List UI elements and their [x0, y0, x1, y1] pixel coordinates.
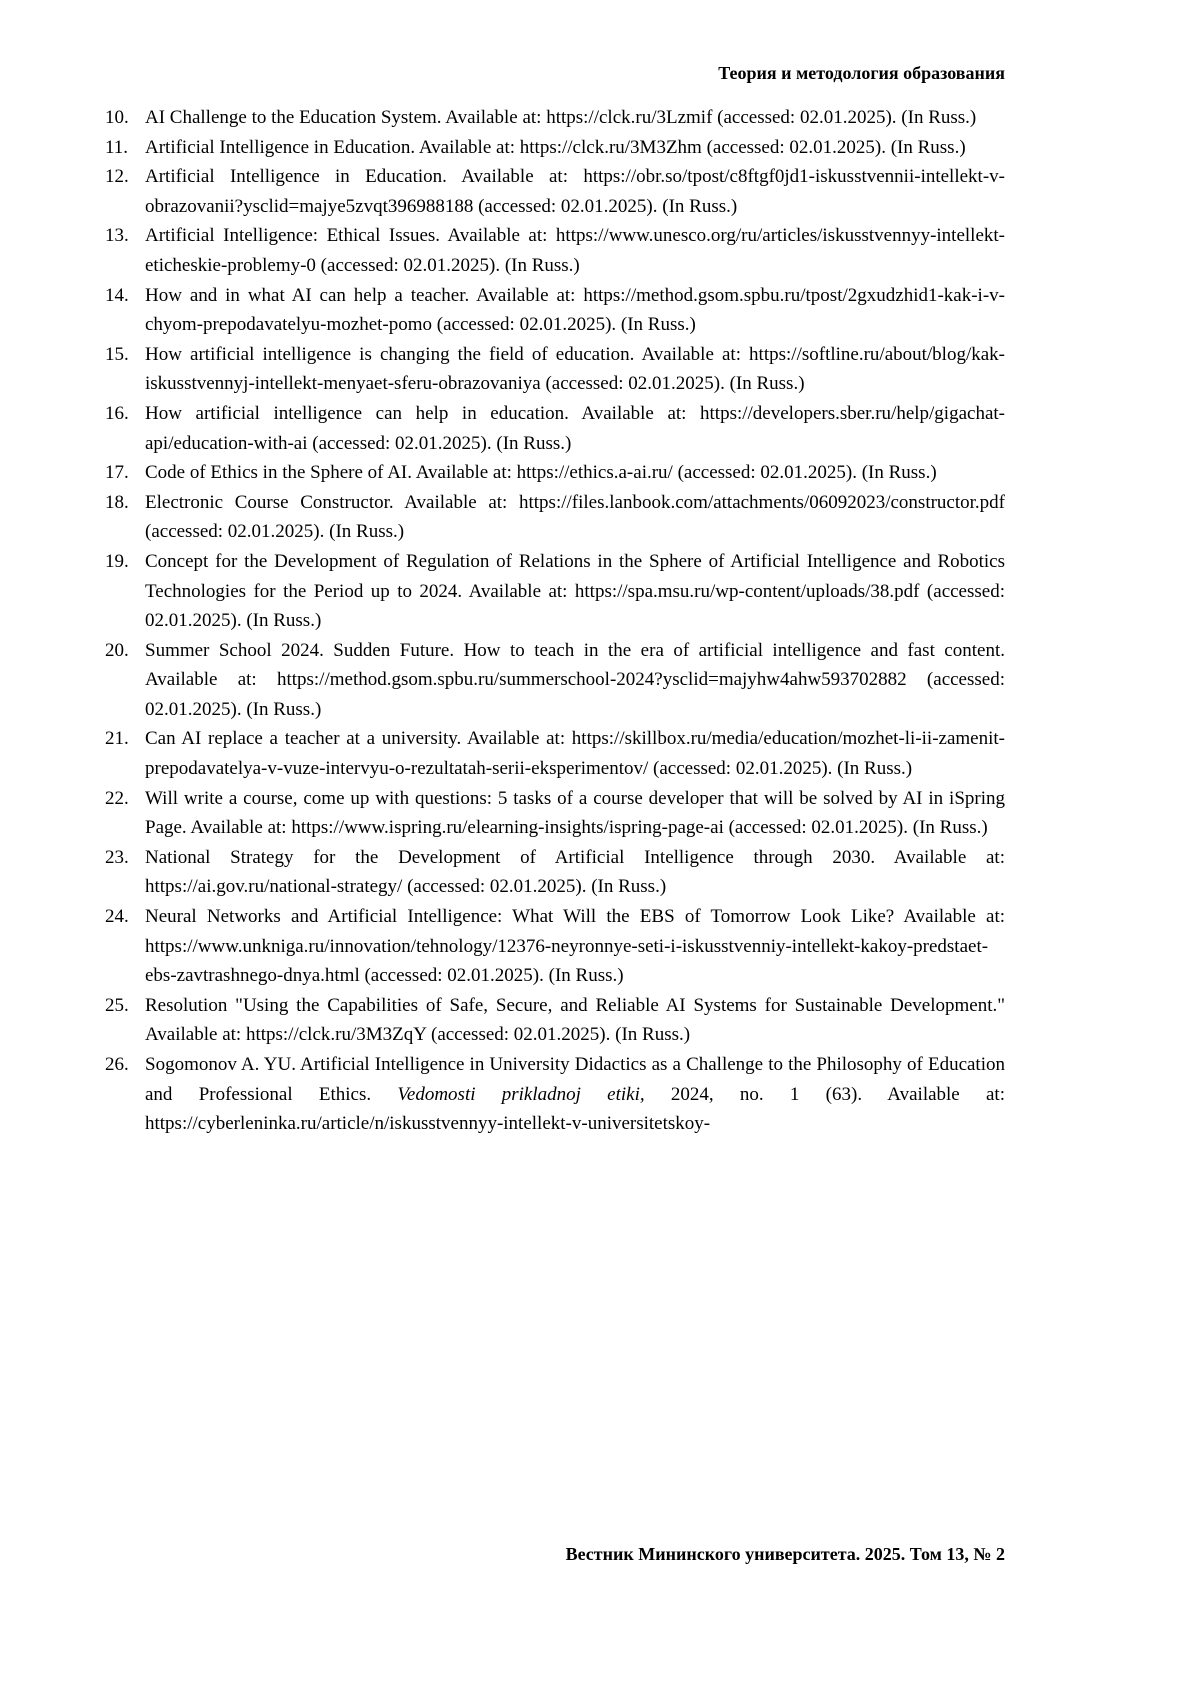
- reference-text-segment: National Strategy for the Development of Artificial Intelligence through 2030. Available at: https://ai.gov.ru/national-strategy/ (accessed: 02.01.2025). (In Russ.): [145, 846, 1005, 898]
- reference-number: 26.: [105, 1054, 129, 1075]
- reference-text: [145, 640, 1005, 720]
- reference-text: [145, 995, 1005, 1046]
- reference-number: 22.: [105, 787, 129, 809]
- reference-item: [105, 340, 1005, 399]
- reference-text-segment: How artificial intelligence can help in education. Available at: https://developers.sber.ru/help/gigachat-api/education-with-ai (accessed: 02.01.2025). (In Russ.): [145, 402, 1005, 454]
- reference-number: 12.: [105, 166, 129, 188]
- reference-text: [145, 462, 937, 483]
- references-list: [105, 103, 1005, 1139]
- reference-text: [145, 492, 1005, 543]
- reference-item: [105, 724, 1005, 783]
- reference-number: 20.: [105, 639, 129, 661]
- reference-text: [145, 728, 1005, 779]
- reference-item: [105, 458, 1005, 488]
- reference-text-segment: Artificial Intelligence in Education. Available at: https://clck.ru/3M3Zhm (accessed: 02.01.2025). (In Russ.): [145, 136, 966, 158]
- reference-text: [145, 344, 1005, 395]
- reference-text-segment: Will write a course, come up with questions: 5 tasks of a course developer that will be solved by AI in iSpring Page. Available at: https://www.ispring.ru/elearning-insights/ispring-page-ai (accessed: 02.01.2025). (In Russ.): [145, 787, 1005, 839]
- reference-item: [105, 399, 1005, 458]
- reference-number: 21.: [105, 728, 129, 750]
- reference-number: 13.: [105, 225, 129, 247]
- reference-item: [105, 843, 1005, 902]
- reference-item: [105, 162, 1005, 221]
- reference-text-segment: How artificial intelligence is changing the field of education. Available at: https://softline.ru/about/blog/kak-iskusstvennyj-intellekt-menyaet-sferu-obrazovaniya (accessed: 02.01.2025). (In Russ.): [145, 343, 1005, 395]
- reference-number: 15.: [105, 343, 129, 365]
- reference-text-segment: Resolution "Using the Capabilities of Safe, Secure, and Reliable AI Systems for Sustainable Development." Available at: https://clck.ru/3M3ZqY (accessed: 02.01.2025). (In Russ.): [145, 994, 1005, 1046]
- reference-text: [145, 847, 1005, 898]
- reference-text: [145, 788, 1005, 839]
- reference-number: 10.: [105, 107, 129, 128]
- reference-text-segment: Concept for the Development of Regulation of Relations in the Sphere of Artificial Intelligence and Robotics Technologies for the Period up to 2024. Available at: https://spa.msu.ru/wp-content/uploads/38.pdf (accessed: 02.01.2025). (In Russ.): [145, 550, 1005, 632]
- reference-number: 17.: [105, 462, 129, 484]
- reference-text-segment: Artificial Intelligence in Education. Available at: https://obr.so/tpost/c8ftgf0jd1-iskusstvennii-intellekt-v-obrazovanii?ysclid=majye5zvqt396988188 (accessed: 02.01.2025). (In Russ.): [145, 166, 1005, 217]
- reference-item: [105, 103, 1005, 133]
- reference-text: [145, 551, 1005, 631]
- reference-text-segment: Artificial Intelligence: Ethical Issues. Available at: https://www.unesco.org/ru/articles/iskusstvennyy-intellekt-eticheskie-problemy-0 (accessed: 02.01.2025). (In Russ.): [145, 225, 1005, 276]
- reference-item: [105, 547, 1005, 636]
- reference-number: 24.: [105, 906, 129, 928]
- reference-item: [105, 991, 1005, 1050]
- reference-text-segment: Electronic Course Constructor. Available at: https://files.lanbook.com/attachments/06092023/constructor.pdf (accessed: 02.01.2025). (In Russ.): [145, 491, 1005, 543]
- running-footer: Вестник Мининского университета. 2025. Том 13, № 2: [565, 1544, 1005, 1564]
- reference-text-segment: Neural Networks and Artificial Intelligence: What Will the EBS of Tomorrow Look Like? Available at: https://www.unkniga.ru/innovation/tehnology/12376-neyronnye-seti-i-iskusstvenniy-intellekt-kakoy-predstaet-ebs-zavtrashnego-dnya.html (accessed: 02.01.2025). (In Russ.): [145, 906, 1005, 987]
- reference-text-segment: 2024, no. 1 (63). Available at: https://cyberleninka.ru/article/n/iskusstvennyy-intellekt-v-universitetskoy-: [145, 1083, 1005, 1135]
- reference-text-segment: Summer School 2024. Sudden Future. How to teach in the era of artificial intelligence and fast content. Available at: https://method.gsom.spbu.ru/summerschool-2024?ysclid=majyhw4ahw593702882 (accessed: 02.01.2025). (In Russ.): [145, 639, 1005, 720]
- reference-item: [105, 784, 1005, 843]
- reference-text-segment: Sogomonov A. YU. Artificial Intelligence in University Didactics as a Challenge to the Philosophy of Education and Professional Ethics.: [145, 1054, 1005, 1105]
- reference-text-segment: AI Challenge to the Education System. Available at: https://clck.ru/3Lzmif (accessed: 02.01.2025). (In Russ.): [145, 107, 977, 128]
- reference-text: [145, 107, 976, 128]
- reference-item: [105, 488, 1005, 547]
- reference-text-segment: Can AI replace a teacher at a university. Available at: https://skillbox.ru/media/education/mozhet-li-ii-zamenit-prepodavatelya-v-vuze-intervyu-o-rezultatah-serii-eksperimentov/ (accessed: 02.01.2025). (In Russ.): [145, 728, 1005, 780]
- running-header: Теория и методология образования: [718, 63, 1005, 83]
- reference-text: [145, 1054, 1005, 1134]
- reference-number: 25.: [105, 994, 129, 1016]
- reference-number: 23.: [105, 846, 129, 868]
- reference-item: [105, 133, 1005, 163]
- reference-text: [145, 403, 1005, 454]
- reference-text-segment: Code of Ethics in the Sphere of AI. Available at: https://ethics.a-ai.ru/ (accessed: 02.01.2025). (In Russ.): [145, 462, 937, 484]
- reference-text: [145, 166, 1005, 217]
- reference-text: [145, 137, 966, 158]
- reference-number: 14.: [105, 284, 129, 306]
- reference-text: [145, 285, 1005, 336]
- reference-item: [105, 281, 1005, 340]
- reference-item: [105, 902, 1005, 991]
- reference-number: 11.: [105, 136, 129, 158]
- reference-number: 18.: [105, 491, 129, 513]
- reference-text-segment: How and in what AI can help a teacher. Available at: https://method.gsom.spbu.ru/tpost/2gxudzhid1-kak-i-v-chyom-prepodavatelyu-mozhet-pomo (accessed: 02.01.2025). (In Russ.): [145, 284, 1005, 336]
- reference-item: [105, 1050, 1005, 1139]
- reference-journal-title: Vedomosti prikladnoj etiki,: [397, 1083, 645, 1105]
- reference-item: [105, 636, 1005, 725]
- reference-number: 16.: [105, 402, 129, 424]
- reference-text: [145, 225, 1005, 276]
- reference-number: 19.: [105, 550, 129, 572]
- reference-item: [105, 221, 1005, 280]
- reference-text: [145, 906, 1005, 986]
